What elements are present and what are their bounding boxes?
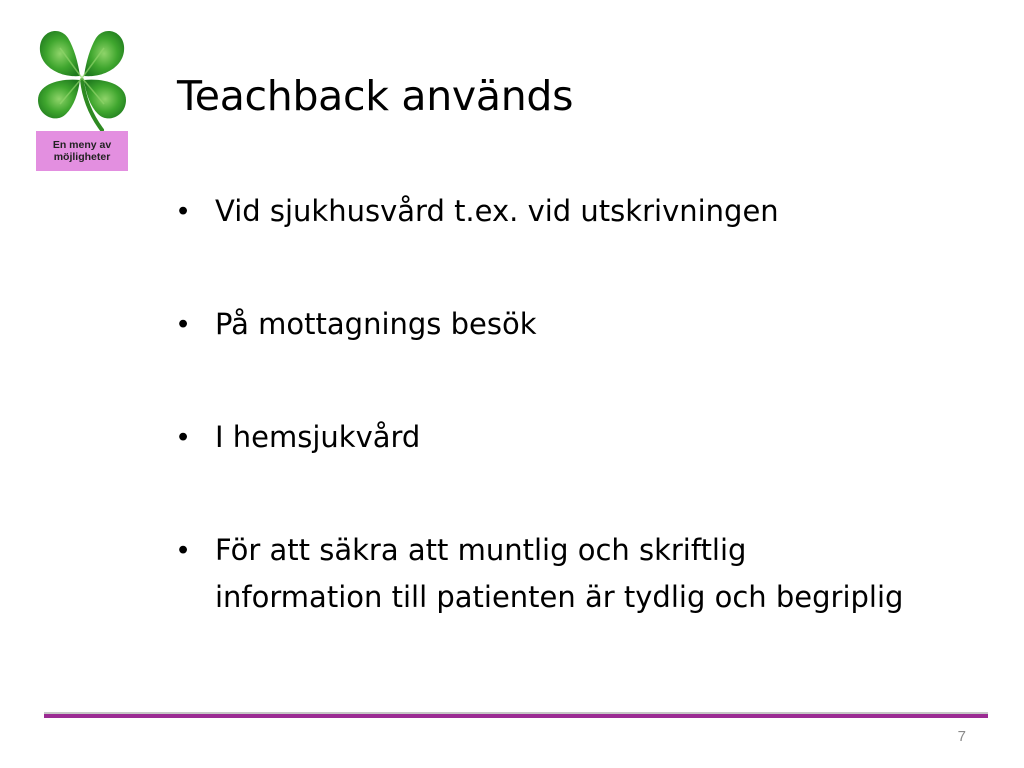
logo-badge xyxy=(36,131,128,171)
four-leaf-clover-icon xyxy=(30,18,134,138)
bullet-item: • På mottagnings besök xyxy=(178,301,918,348)
bullet-item: • Vid sjukhusvård t.ex. vid utskrivningen xyxy=(178,188,918,235)
logo-badge-line1: En meny av xyxy=(52,139,112,151)
bullet-item: • I hemsjukvård xyxy=(178,414,918,461)
slide-number: 7 xyxy=(957,728,966,745)
slide-title: Teachback används xyxy=(177,72,574,120)
logo xyxy=(30,18,134,174)
bullet-item: • För att säkra att muntlig och skriftlig information till patienten är tydlig och begriplig xyxy=(178,527,918,621)
bullet-list xyxy=(178,188,918,621)
logo-badge-line2: möjligheter xyxy=(53,151,111,163)
footer-divider xyxy=(44,714,988,718)
